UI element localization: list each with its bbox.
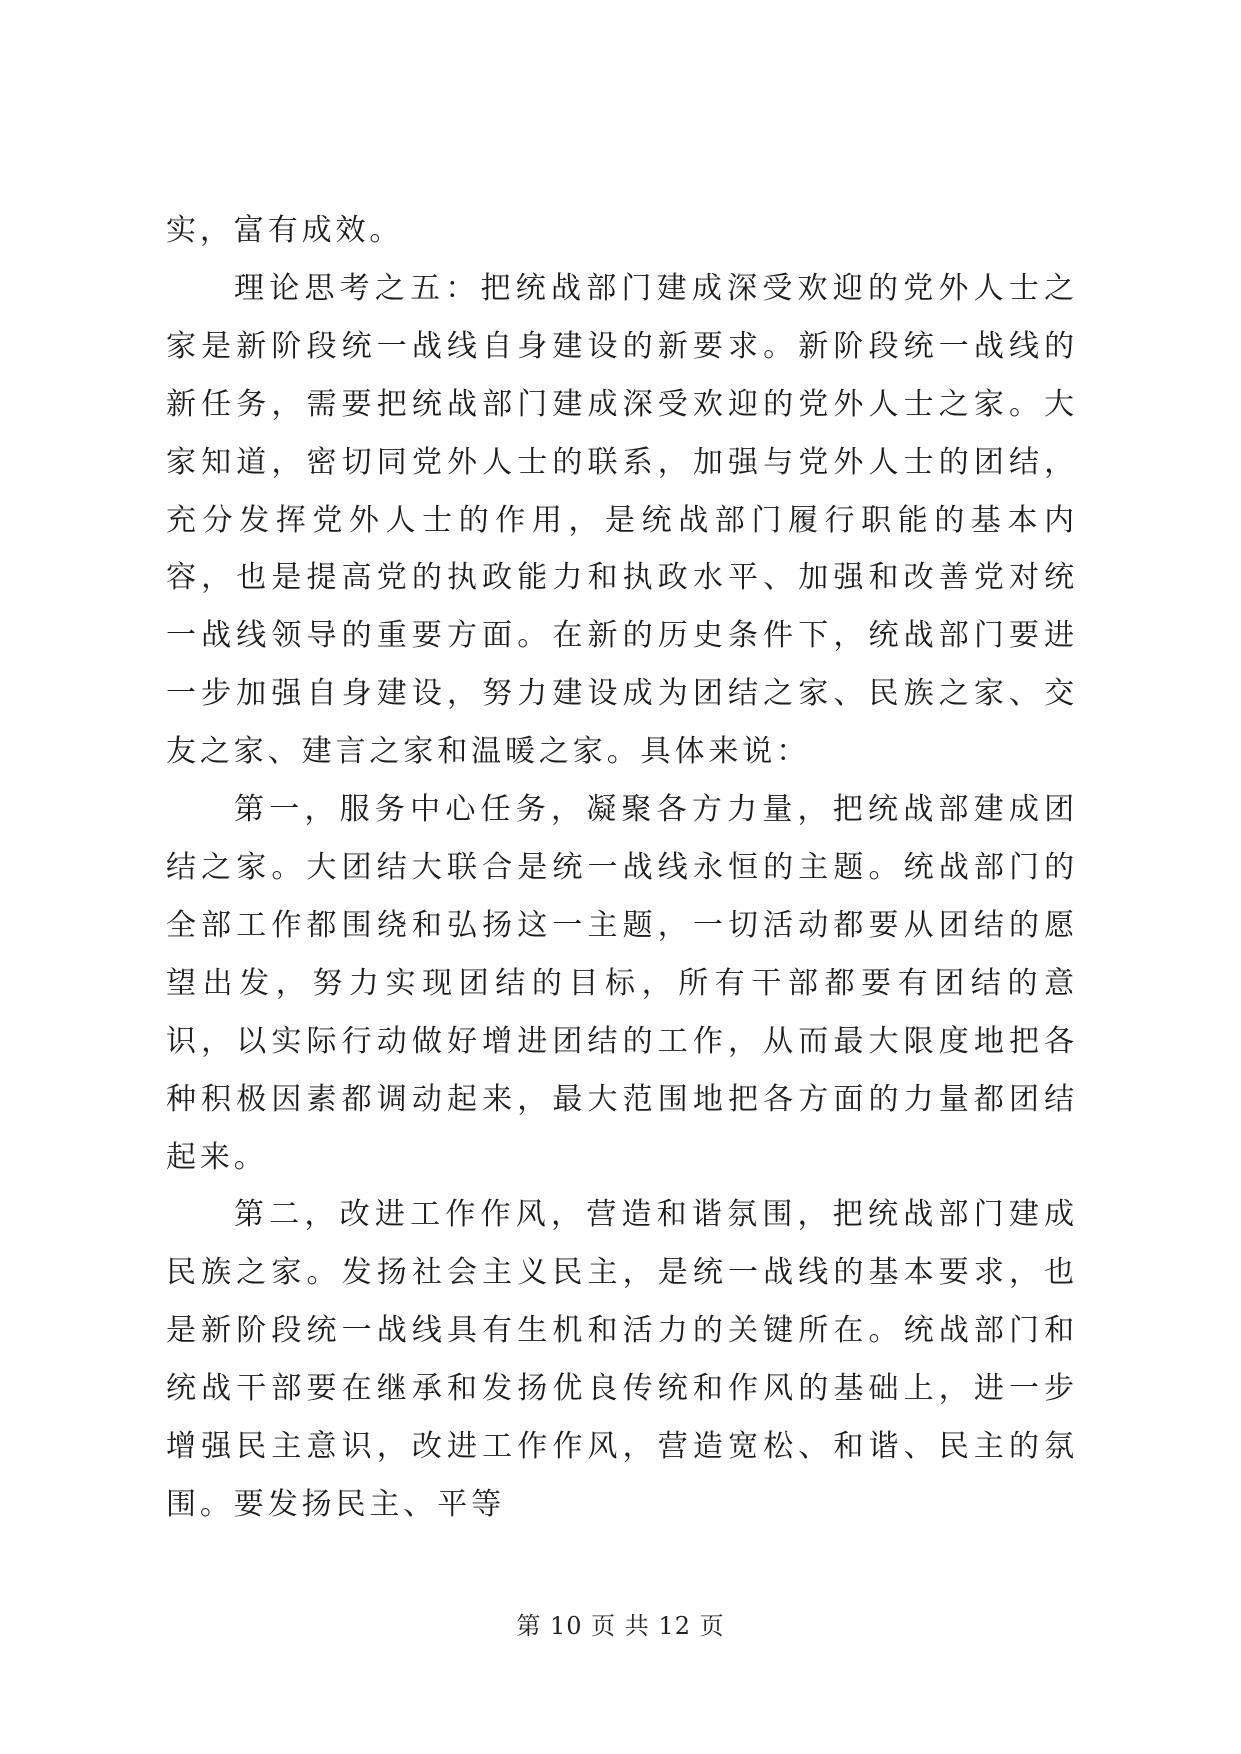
paragraph-second-point: 第二，改进工作作风，营造和谐氛围，把统战部门建成民族之家。发扬社会主义民主，是统一战线的基本要求，也是新阶段统一战线具有生机和活力的关键所在。统战部门和统战干部要在继承和发扬优良传统和作风的基础上，进一步增强民主意识，改进工作作风，营造宽松、和谐、民主的氛围。要发扬民主、平等	[166, 1197, 1078, 1522]
paragraph-continuation: 实，富有成效。	[166, 213, 404, 248]
page-number-footer: 第 10 页 共 12 页	[516, 1612, 725, 1640]
body-text	[166, 202, 1078, 1534]
paragraph-theory-five: 理论思考之五：把统战部门建成深受欢迎的党外人士之家是新阶段统一战线自身建设的新要求。新阶段统一战线的新任务，需要把统战部门建成深受欢迎的党外人士之家。大家知道，密切同党外人士的联系，加强与党外人士的团结，充分发挥党外人士的作用，是统战部门履行职能的基本内容，也是提高党的执政能力和执政水平、加强和改善党对统一战线领导的重要方面。在新的历史条件下，统战部门要进一步加强自身建设，努力建设成为团结之家、民族之家、交友之家、建言之家和温暖之家。具体来说：	[166, 270, 1078, 770]
paragraph-first-point: 第一，服务中心任务，凝聚各方力量，把统战部建成团结之家。大团结大联合是统一战线永恒的主题。统战部门的全部工作都围绕和弘扬这一主题，一切活动都要从团结的愿望出发，努力实现团结的目标，所有干部都要有团结的意识，以实际行动做好增进团结的工作，从而最大限度地把各种积极因素都调动起来，最大范围地把各方面的力量都团结起来。	[166, 792, 1078, 1175]
